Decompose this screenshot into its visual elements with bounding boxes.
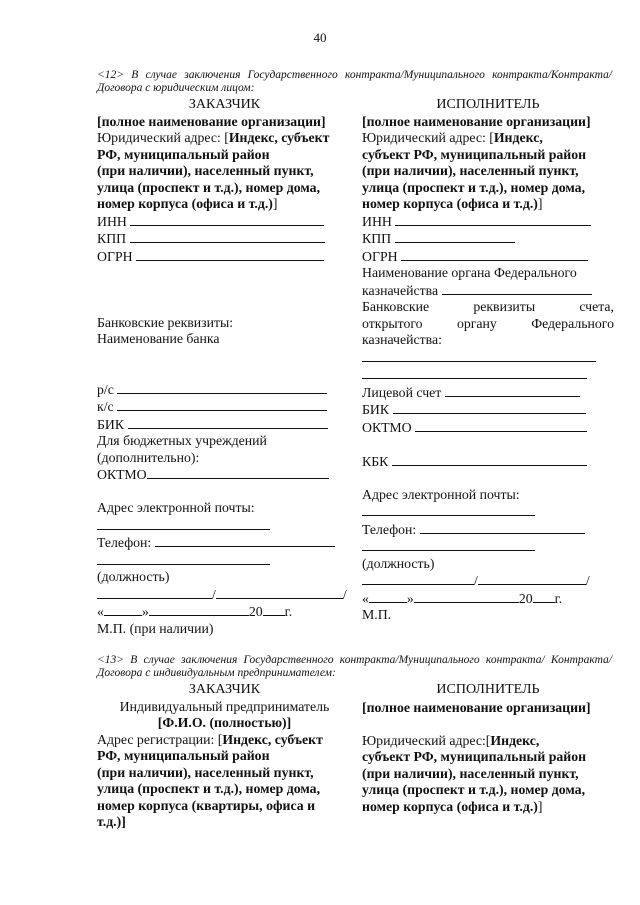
- budget-label: (дополнительно):: [97, 449, 200, 465]
- bik-field: БИК: [97, 416, 352, 434]
- executor-column-12: [362, 97, 614, 624]
- signature-line: / /: [97, 586, 352, 604]
- legal-address-line-1: Юридический адрес: [Индекс,: [362, 130, 543, 145]
- bank-details-label: Банковские реквизиты:: [97, 314, 234, 330]
- address-line: номер корпуса (офиса и т.д.)]: [362, 196, 543, 211]
- customer-label: ЗАКАЗЧИК: [188, 97, 261, 112]
- executor-label: ИСПОЛНИТЕЛЬ: [436, 682, 540, 697]
- address-line: (при наличии), населенный пункт,: [97, 163, 314, 178]
- customer-label: ЗАКАЗЧИК: [188, 682, 261, 697]
- stamp-label: М.П. (при наличии): [97, 620, 214, 636]
- legal-address-line-1: Юридический адрес:[Индекс,: [362, 732, 540, 748]
- blank-line: [362, 349, 614, 367]
- email-line: [97, 517, 352, 535]
- blank-line: [362, 366, 614, 384]
- kbk-field: КБК: [362, 453, 614, 471]
- signature-line: / /: [362, 572, 614, 590]
- address-line: т.д.)]: [97, 814, 126, 829]
- blank-line: [362, 538, 614, 556]
- email-label: Адрес электронной почты:: [97, 500, 255, 515]
- address-line: РФ, муниципальный район: [97, 146, 270, 162]
- ks-field: к/с: [97, 398, 352, 416]
- address-line: улица (проспект и т.д.), номер дома,: [362, 179, 586, 195]
- oktmo-field: ОКТМО: [362, 419, 614, 437]
- address-line: субъект РФ, муниципальный район: [362, 146, 587, 162]
- budget-label: Для бюджетных учреждений: [97, 433, 267, 448]
- address-line: улица (проспект и т.д.), номер дома,: [362, 782, 586, 797]
- kpp-field: КПП: [362, 230, 614, 248]
- ogrn-field: ОГРН: [362, 248, 614, 266]
- oktmo-field: ОКТМО: [97, 466, 352, 484]
- email-line: [362, 503, 614, 521]
- org-name: [полное наименование организации]: [97, 113, 326, 129]
- address-line: номер корпуса (квартиры, офиса и: [97, 797, 316, 813]
- customer-column-12: [97, 97, 352, 637]
- address-line: субъект РФ, муниципальный район: [362, 749, 587, 764]
- executor-label: ИСПОЛНИТЕЛЬ: [436, 97, 540, 112]
- rs-field: р/с: [97, 381, 352, 399]
- bank-details-label: казначейства:: [362, 332, 442, 347]
- address-line: (при наличии), населенный пункт,: [362, 765, 579, 781]
- bank-details-label: открытого органу Федерального: [362, 315, 614, 331]
- executor-column-13: [362, 682, 614, 815]
- org-name: [полное наименование организации]: [362, 699, 591, 715]
- customer-column-13: [97, 682, 352, 831]
- bank-details-label: Банковские реквизиты счета,: [362, 299, 614, 314]
- personal-account-field: Лицевой счет: [362, 384, 614, 402]
- ogrn-field: ОГРН: [97, 248, 352, 266]
- position-label: (должность): [362, 555, 435, 571]
- kpp-field: КПП: [97, 230, 352, 248]
- page-number: 40: [313, 30, 327, 45]
- position-label: (должность): [97, 569, 170, 584]
- address-line: РФ, муниципальный район: [97, 748, 270, 763]
- address-line: номер корпуса (офиса и т.д.)]: [362, 798, 543, 814]
- phone-field: Телефон:: [362, 521, 614, 539]
- address-line: улица (проспект и т.д.), номер дома,: [97, 179, 321, 195]
- treasury-label: Наименование органа Федерального: [362, 265, 577, 280]
- date-line: « » 20 г.: [362, 590, 563, 606]
- stamp-label: М.П.: [362, 607, 392, 622]
- legal-address-line-1: Юридический адрес: [Индекс, субъект: [97, 130, 330, 145]
- org-name: [полное наименование организации]: [362, 113, 591, 129]
- treasury-field: казначейства: [362, 282, 614, 300]
- address-line: номер корпуса (офиса и т.д.)]: [97, 196, 278, 211]
- footnote-12: <12> В случае заключения Государственного контракта/Муниципального контракта/Контракта/Договора с юридическим лицом:: [97, 69, 612, 94]
- ip-fio: [Ф.И.О. (полностью)]: [157, 715, 292, 730]
- inn-field: ИНН: [97, 213, 352, 231]
- bank-name-label: Наименование банка: [97, 331, 220, 346]
- email-label: Адрес электронной почты:: [362, 486, 520, 502]
- address-line: (при наличии), населенный пункт,: [362, 163, 579, 178]
- address-line: улица (проспект и т.д.), номер дома,: [97, 781, 321, 796]
- blank-line: [97, 552, 352, 570]
- bik-field: БИК: [362, 401, 614, 419]
- inn-field: ИНН: [362, 213, 614, 231]
- phone-field: Телефон:: [97, 534, 352, 552]
- footnote-13: <13> В случае заключения Государственного контракта/Муниципального контракта/ Контракта/Договора с индивидуальным предпринимателем:: [97, 654, 612, 679]
- date-line: « » 20 г.: [97, 604, 293, 619]
- ip-label: Индивидуальный предприниматель: [119, 698, 330, 714]
- address-line: (при наличии), населенный пункт,: [97, 764, 314, 780]
- reg-address-line-1: Адрес регистрации: [Индекс, субъект: [97, 731, 323, 747]
